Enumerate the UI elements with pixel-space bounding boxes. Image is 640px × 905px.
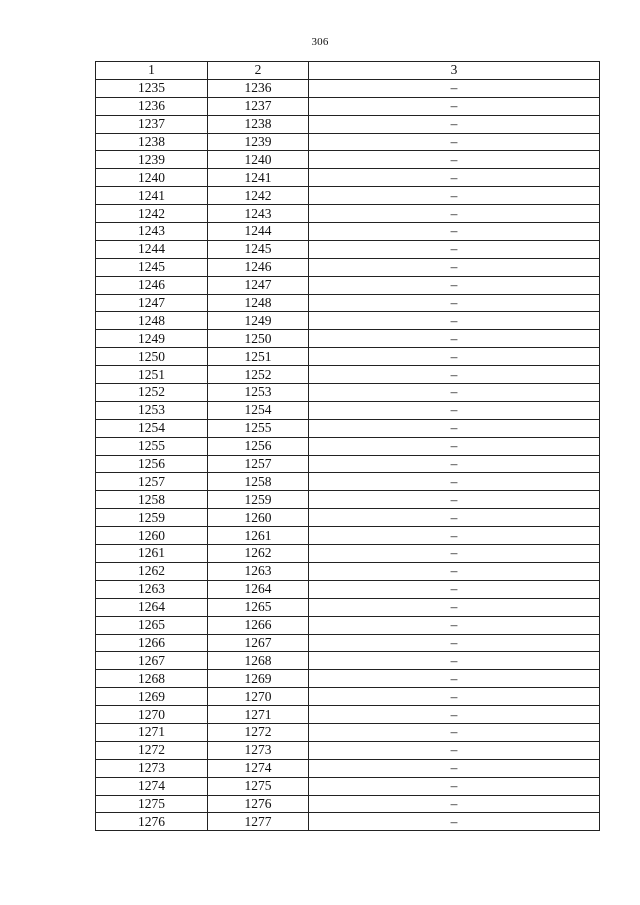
cell-col-3: –: [309, 79, 600, 97]
cell-col-2: 1276: [208, 795, 309, 813]
cell-col-1: 1261: [96, 545, 208, 563]
cell-col-2: 1266: [208, 616, 309, 634]
cell-col-2: 1256: [208, 437, 309, 455]
table-row: [96, 706, 600, 724]
table-body: [96, 79, 600, 830]
cell-col-1: 1252: [96, 384, 208, 402]
column-header-3: 3: [309, 62, 600, 80]
cell-col-3: –: [309, 223, 600, 241]
table-row: [96, 437, 600, 455]
cell-col-2: 1264: [208, 580, 309, 598]
cell-col-1: 1269: [96, 688, 208, 706]
cell-col-3: –: [309, 330, 600, 348]
cell-col-1: 1275: [96, 795, 208, 813]
cell-col-2: 1240: [208, 151, 309, 169]
cell-col-1: 1253: [96, 401, 208, 419]
cell-col-1: 1250: [96, 348, 208, 366]
cell-col-1: 1254: [96, 419, 208, 437]
cell-col-2: 1242: [208, 187, 309, 205]
cell-col-2: 1244: [208, 223, 309, 241]
cell-col-2: 1262: [208, 545, 309, 563]
cell-col-1: 1239: [96, 151, 208, 169]
cell-col-1: 1245: [96, 258, 208, 276]
cell-col-2: 1252: [208, 366, 309, 384]
cell-col-2: 1263: [208, 562, 309, 580]
cell-col-1: 1260: [96, 527, 208, 545]
table-row: [96, 777, 600, 795]
cell-col-1: 1236: [96, 97, 208, 115]
cell-col-2: 1259: [208, 491, 309, 509]
cell-col-3: –: [309, 795, 600, 813]
table-row: [96, 97, 600, 115]
cell-col-2: 1273: [208, 741, 309, 759]
cell-col-2: 1246: [208, 258, 309, 276]
column-header-2: 2: [208, 62, 309, 80]
cell-col-1: 1242: [96, 205, 208, 223]
cell-col-3: –: [309, 97, 600, 115]
cell-col-3: –: [309, 670, 600, 688]
cell-col-2: 1239: [208, 133, 309, 151]
cell-col-2: 1248: [208, 294, 309, 312]
cell-col-1: 1255: [96, 437, 208, 455]
table-row: [96, 473, 600, 491]
cell-col-3: –: [309, 437, 600, 455]
cell-col-1: 1248: [96, 312, 208, 330]
cell-col-1: 1241: [96, 187, 208, 205]
cell-col-3: –: [309, 151, 600, 169]
cell-col-2: 1236: [208, 79, 309, 97]
cell-col-3: –: [309, 455, 600, 473]
table-row: [96, 741, 600, 759]
cell-col-3: –: [309, 759, 600, 777]
cell-col-3: –: [309, 634, 600, 652]
cell-col-2: 1254: [208, 401, 309, 419]
table-row: [96, 79, 600, 97]
cell-col-3: –: [309, 348, 600, 366]
cell-col-1: 1263: [96, 580, 208, 598]
table-row: [96, 688, 600, 706]
cell-col-3: –: [309, 741, 600, 759]
cell-col-1: 1271: [96, 723, 208, 741]
cell-col-1: 1270: [96, 706, 208, 724]
cell-col-3: –: [309, 133, 600, 151]
cell-col-2: 1260: [208, 509, 309, 527]
cell-col-2: 1243: [208, 205, 309, 223]
cell-col-2: 1277: [208, 813, 309, 831]
cell-col-1: 1273: [96, 759, 208, 777]
table-row: [96, 276, 600, 294]
cell-col-3: –: [309, 169, 600, 187]
cell-col-2: 1275: [208, 777, 309, 795]
table-row: [96, 223, 600, 241]
cell-col-3: –: [309, 598, 600, 616]
table-row: [96, 509, 600, 527]
cell-col-2: 1238: [208, 115, 309, 133]
header-row: [96, 62, 600, 80]
table-row: [96, 652, 600, 670]
cell-col-1: 1258: [96, 491, 208, 509]
table-row: [96, 187, 600, 205]
cell-col-2: 1270: [208, 688, 309, 706]
cell-col-3: –: [309, 688, 600, 706]
cell-col-1: 1262: [96, 562, 208, 580]
table-row: [96, 491, 600, 509]
cell-col-1: 1268: [96, 670, 208, 688]
table-row: [96, 723, 600, 741]
cell-col-2: 1257: [208, 455, 309, 473]
cell-col-1: 1256: [96, 455, 208, 473]
cell-col-1: 1264: [96, 598, 208, 616]
cell-col-2: 1237: [208, 97, 309, 115]
table-row: [96, 580, 600, 598]
table-row: [96, 205, 600, 223]
cell-col-1: 1244: [96, 240, 208, 258]
data-table: [95, 61, 600, 831]
cell-col-2: 1274: [208, 759, 309, 777]
cell-col-3: –: [309, 384, 600, 402]
table-row: [96, 419, 600, 437]
cell-col-2: 1245: [208, 240, 309, 258]
table-row: [96, 401, 600, 419]
cell-col-2: 1271: [208, 706, 309, 724]
cell-col-3: –: [309, 580, 600, 598]
table-row: [96, 151, 600, 169]
cell-col-3: –: [309, 527, 600, 545]
cell-col-3: –: [309, 562, 600, 580]
cell-col-3: –: [309, 115, 600, 133]
cell-col-2: 1268: [208, 652, 309, 670]
cell-col-1: 1274: [96, 777, 208, 795]
table-row: [96, 258, 600, 276]
cell-col-1: 1240: [96, 169, 208, 187]
cell-col-2: 1267: [208, 634, 309, 652]
table-row: [96, 115, 600, 133]
table-row: [96, 759, 600, 777]
table-row: [96, 294, 600, 312]
cell-col-3: –: [309, 401, 600, 419]
cell-col-3: –: [309, 258, 600, 276]
cell-col-3: –: [309, 366, 600, 384]
cell-col-2: 1253: [208, 384, 309, 402]
cell-col-1: 1265: [96, 616, 208, 634]
cell-col-3: –: [309, 312, 600, 330]
cell-col-2: 1258: [208, 473, 309, 491]
cell-col-1: 1257: [96, 473, 208, 491]
page-number: 306: [311, 36, 329, 48]
cell-col-2: 1265: [208, 598, 309, 616]
table-row: [96, 562, 600, 580]
cell-col-1: 1272: [96, 741, 208, 759]
cell-col-3: –: [309, 276, 600, 294]
cell-col-3: –: [309, 509, 600, 527]
cell-col-2: 1247: [208, 276, 309, 294]
cell-col-3: –: [309, 205, 600, 223]
cell-col-2: 1269: [208, 670, 309, 688]
cell-col-1: 1243: [96, 223, 208, 241]
table-row: [96, 240, 600, 258]
cell-col-1: 1247: [96, 294, 208, 312]
cell-col-1: 1238: [96, 133, 208, 151]
cell-col-3: –: [309, 473, 600, 491]
table-row: [96, 312, 600, 330]
table-row: [96, 348, 600, 366]
table-row: [96, 527, 600, 545]
cell-col-3: –: [309, 652, 600, 670]
cell-col-2: 1255: [208, 419, 309, 437]
cell-col-1: 1276: [96, 813, 208, 831]
table-row: [96, 598, 600, 616]
table-row: [96, 795, 600, 813]
cell-col-1: 1259: [96, 509, 208, 527]
cell-col-2: 1251: [208, 348, 309, 366]
table-row: [96, 670, 600, 688]
cell-col-3: –: [309, 187, 600, 205]
cell-col-1: 1246: [96, 276, 208, 294]
cell-col-2: 1250: [208, 330, 309, 348]
cell-col-3: –: [309, 419, 600, 437]
cell-col-1: 1251: [96, 366, 208, 384]
table-header: [96, 62, 600, 80]
table-row: [96, 616, 600, 634]
cell-col-3: –: [309, 240, 600, 258]
cell-col-3: –: [309, 545, 600, 563]
cell-col-3: –: [309, 491, 600, 509]
cell-col-1: 1249: [96, 330, 208, 348]
cell-col-3: –: [309, 616, 600, 634]
cell-col-2: 1249: [208, 312, 309, 330]
cell-col-1: 1267: [96, 652, 208, 670]
cell-col-1: 1266: [96, 634, 208, 652]
table-row: [96, 455, 600, 473]
column-header-1: 1: [96, 62, 208, 80]
cell-col-1: 1237: [96, 115, 208, 133]
cell-col-2: 1241: [208, 169, 309, 187]
cell-col-3: –: [309, 723, 600, 741]
table-row: [96, 384, 600, 402]
cell-col-3: –: [309, 294, 600, 312]
table-row: [96, 330, 600, 348]
table-row: [96, 813, 600, 831]
cell-col-3: –: [309, 777, 600, 795]
cell-col-1: 1235: [96, 79, 208, 97]
table-row: [96, 634, 600, 652]
table-row: [96, 133, 600, 151]
cell-col-2: 1272: [208, 723, 309, 741]
cell-col-3: –: [309, 813, 600, 831]
table-row: [96, 545, 600, 563]
cell-col-3: –: [309, 706, 600, 724]
cell-col-2: 1261: [208, 527, 309, 545]
table-row: [96, 169, 600, 187]
table-row: [96, 366, 600, 384]
